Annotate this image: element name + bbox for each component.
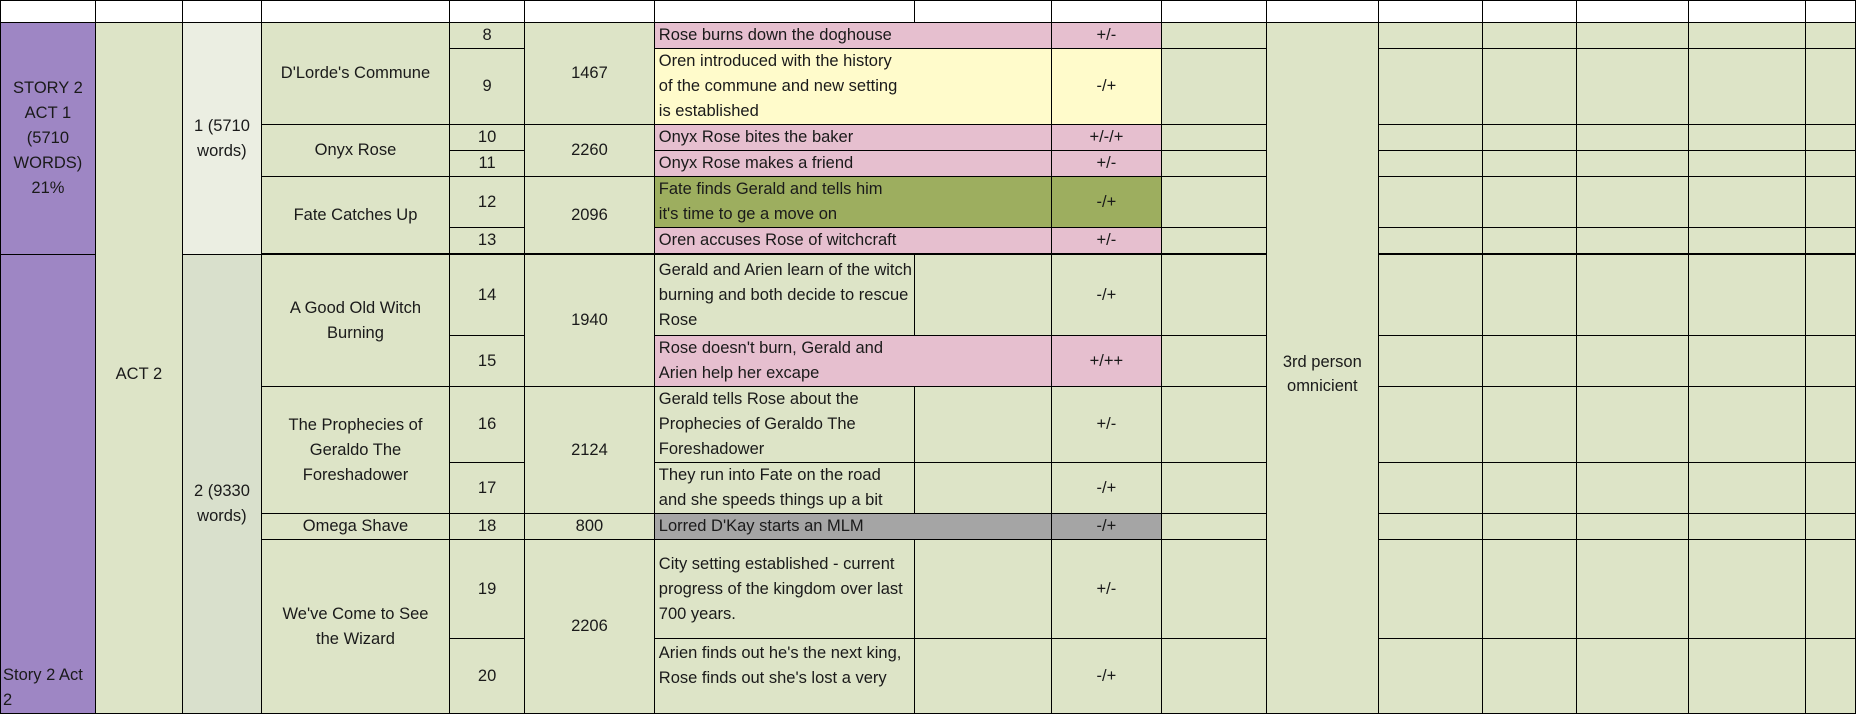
- empty-cell[interactable]: [1688, 387, 1805, 463]
- word-count[interactable]: 2124: [525, 387, 655, 514]
- empty-cell[interactable]: [1378, 540, 1483, 639]
- chapter-number[interactable]: 20: [450, 639, 525, 714]
- chapter-title-cell[interactable]: [261, 540, 449, 714]
- empty-cell[interactable]: [1483, 463, 1577, 514]
- empty-cell[interactable]: [1378, 463, 1483, 514]
- scene-description[interactable]: Rose doesn't burn, Gerald and Arien help her excape: [654, 336, 1051, 387]
- empty-cell[interactable]: [1161, 336, 1267, 387]
- header-cell[interactable]: [1483, 1, 1577, 23]
- part2-label: 2 (9330 words): [193, 482, 250, 525]
- scene-description[interactable]: Onyx Rose bites the baker: [654, 125, 1051, 151]
- empty-cell[interactable]: [1161, 49, 1267, 125]
- chapter-number[interactable]: 9: [450, 49, 525, 125]
- empty-cell[interactable]: [1161, 463, 1267, 514]
- pov-cell[interactable]: [1267, 23, 1378, 714]
- empty-cell[interactable]: [1483, 177, 1577, 228]
- empty-cell[interactable]: [1483, 23, 1577, 49]
- header-cell[interactable]: [1267, 1, 1378, 23]
- empty-cell[interactable]: [1806, 125, 1856, 151]
- header-cell[interactable]: [1688, 1, 1805, 23]
- scene-description[interactable]: Gerald tells Rose about the Prophecies of Geraldo The Foreshadower: [654, 387, 914, 463]
- empty-cell[interactable]: [1806, 228, 1856, 254]
- empty-cell[interactable]: [1688, 125, 1805, 151]
- empty-cell[interactable]: [1688, 151, 1805, 177]
- scene-description[interactable]: Rose burns down the doghouse: [654, 23, 1051, 49]
- scene-rating[interactable]: +/-: [1052, 23, 1161, 49]
- chapter-number[interactable]: 12: [450, 177, 525, 228]
- empty-cell[interactable]: [1688, 639, 1805, 714]
- chapter-title: The Prophecies of Geraldo The Foreshadower: [288, 415, 423, 484]
- scene-description[interactable]: Oren accuses Rose of witchcraft: [654, 228, 1051, 254]
- empty-cell[interactable]: [1688, 228, 1805, 254]
- chapter-number[interactable]: 17: [450, 463, 525, 514]
- empty-cell[interactable]: [915, 639, 1052, 714]
- scene-rating[interactable]: +/-: [1052, 228, 1161, 254]
- header-cell[interactable]: [1, 1, 96, 23]
- empty-cell[interactable]: [1483, 387, 1577, 463]
- empty-cell[interactable]: [1161, 151, 1267, 177]
- empty-cell[interactable]: [1806, 514, 1856, 540]
- empty-cell[interactable]: [1378, 336, 1483, 387]
- chapter-number[interactable]: 19: [450, 540, 525, 639]
- header-cell[interactable]: [1161, 1, 1267, 23]
- empty-cell[interactable]: [1576, 23, 1688, 49]
- chapter-title-cell[interactable]: [261, 177, 449, 254]
- empty-cell[interactable]: [1688, 540, 1805, 639]
- header-cell[interactable]: [1378, 1, 1483, 23]
- part1-cell[interactable]: [182, 23, 261, 255]
- empty-cell[interactable]: [1161, 540, 1267, 639]
- empty-cell[interactable]: [1378, 125, 1483, 151]
- empty-cell[interactable]: [1483, 151, 1577, 177]
- empty-cell[interactable]: [1806, 177, 1856, 228]
- empty-cell[interactable]: [1806, 463, 1856, 514]
- chapter-title-cell[interactable]: [261, 255, 449, 387]
- empty-cell[interactable]: [1576, 463, 1688, 514]
- scene-description[interactable]: Fate finds Gerald and tells him it's time to ge a move on: [654, 177, 1051, 228]
- empty-cell[interactable]: [1576, 639, 1688, 714]
- empty-cell[interactable]: [1378, 49, 1483, 125]
- empty-cell[interactable]: [1161, 125, 1267, 151]
- scene-description[interactable]: City setting established - current progress of the kingdom over last 700 years.: [654, 540, 914, 639]
- pov-label: 3rd person omnicient: [1282, 353, 1362, 395]
- header-cell[interactable]: [654, 1, 914, 23]
- chapter-number[interactable]: 13: [450, 228, 525, 254]
- empty-cell[interactable]: [1161, 514, 1267, 540]
- empty-cell[interactable]: [1483, 514, 1577, 540]
- empty-cell[interactable]: [915, 255, 1052, 336]
- chapter-number[interactable]: 8: [450, 23, 525, 49]
- empty-cell[interactable]: [1161, 228, 1267, 254]
- empty-cell[interactable]: [1161, 639, 1267, 714]
- chapter-number[interactable]: 16: [450, 387, 525, 463]
- chapter-title: We've Come to See the Wizard: [282, 604, 429, 648]
- chapter-title-cell[interactable]: [261, 387, 449, 514]
- scene-rating[interactable]: -/+: [1052, 514, 1161, 540]
- empty-cell[interactable]: [1688, 463, 1805, 514]
- word-count[interactable]: 2206: [525, 540, 655, 714]
- empty-cell[interactable]: [1483, 336, 1577, 387]
- word-count[interactable]: 1467: [525, 23, 655, 125]
- scene-rating[interactable]: +/-: [1052, 540, 1161, 639]
- empty-cell[interactable]: [1378, 228, 1483, 254]
- scene-rating[interactable]: +/-/+: [1052, 125, 1161, 151]
- scene-rating[interactable]: +/-: [1052, 387, 1161, 463]
- empty-cell[interactable]: [1161, 23, 1267, 49]
- header-cell[interactable]: [261, 1, 449, 23]
- scene-rating[interactable]: +/-: [1052, 151, 1161, 177]
- header-cell[interactable]: [915, 1, 1052, 23]
- chapter-title-cell[interactable]: [261, 514, 449, 540]
- empty-cell[interactable]: [1483, 540, 1577, 639]
- empty-cell[interactable]: [1483, 255, 1577, 336]
- empty-cell[interactable]: [1161, 387, 1267, 463]
- empty-cell[interactable]: [1576, 228, 1688, 254]
- story-act1-label: STORY 2 ACT 1 (5710 WORDS) 21%: [13, 79, 83, 197]
- scene-description[interactable]: Gerald and Arien learn of the witch burning and both decide to rescue Rose: [654, 255, 914, 336]
- empty-cell[interactable]: [1806, 336, 1856, 387]
- empty-cell[interactable]: [1688, 177, 1805, 228]
- part2-cell[interactable]: [182, 255, 261, 714]
- part1-label: 1 (5710 words): [193, 116, 250, 160]
- chapter-title: Omega Shave: [302, 517, 409, 535]
- chapter-number[interactable]: 18: [450, 514, 525, 540]
- header-cell[interactable]: [1806, 1, 1856, 23]
- chapter-title: Fate Catches Up: [293, 205, 418, 224]
- scene-rating[interactable]: -/+: [1052, 49, 1161, 125]
- empty-cell[interactable]: [1378, 23, 1483, 49]
- empty-cell[interactable]: [1576, 255, 1688, 336]
- word-count[interactable]: 2096: [525, 177, 655, 254]
- scene-rating[interactable]: -/+: [1052, 177, 1161, 228]
- empty-cell[interactable]: [1688, 255, 1805, 336]
- empty-cell[interactable]: [1378, 255, 1483, 336]
- empty-cell[interactable]: [1806, 49, 1856, 125]
- empty-cell[interactable]: [1806, 540, 1856, 639]
- empty-cell[interactable]: [915, 463, 1052, 514]
- empty-cell[interactable]: [1576, 540, 1688, 639]
- act-label: ACT 2: [115, 364, 163, 383]
- empty-cell[interactable]: [1483, 49, 1577, 125]
- empty-cell[interactable]: [1806, 639, 1856, 714]
- empty-cell[interactable]: [1483, 228, 1577, 254]
- empty-cell[interactable]: [1688, 514, 1805, 540]
- scene-rating[interactable]: -/+: [1052, 255, 1161, 336]
- chapter-number[interactable]: 10: [450, 125, 525, 151]
- header-cell[interactable]: [1576, 1, 1688, 23]
- header-cell[interactable]: [1052, 1, 1161, 23]
- empty-cell[interactable]: [1378, 151, 1483, 177]
- empty-cell[interactable]: [1688, 336, 1805, 387]
- word-count[interactable]: 1940: [525, 255, 655, 387]
- empty-cell[interactable]: [1161, 255, 1267, 336]
- empty-cell[interactable]: [1378, 639, 1483, 714]
- chapter-number[interactable]: 11: [450, 151, 525, 177]
- empty-cell[interactable]: [1576, 151, 1688, 177]
- story-act2-label: Story 2 Act 2: [3, 666, 83, 709]
- story-act1-cell[interactable]: [1, 23, 96, 255]
- empty-cell[interactable]: [1806, 151, 1856, 177]
- empty-cell[interactable]: [1806, 387, 1856, 463]
- scene-rating[interactable]: -/+: [1052, 639, 1161, 714]
- chapter-title: A Good Old Witch Burning: [289, 298, 422, 342]
- empty-cell[interactable]: [1576, 125, 1688, 151]
- chapter-title: D'Lorde's Commune: [280, 64, 431, 82]
- empty-cell[interactable]: [1576, 387, 1688, 463]
- empty-cell[interactable]: [915, 387, 1052, 463]
- empty-cell[interactable]: [1378, 514, 1483, 540]
- word-count[interactable]: 800: [525, 514, 655, 540]
- header-cell[interactable]: [450, 1, 525, 23]
- empty-cell[interactable]: [1576, 49, 1688, 125]
- empty-cell[interactable]: [1576, 177, 1688, 228]
- scene-description[interactable]: Onyx Rose makes a friend: [654, 151, 1051, 177]
- chapter-number[interactable]: 14: [450, 255, 525, 336]
- empty-cell[interactable]: [1688, 49, 1805, 125]
- empty-cell[interactable]: [1576, 336, 1688, 387]
- scene-description[interactable]: Oren introduced with the history of the commune and new setting is established: [654, 49, 1051, 125]
- scene-description[interactable]: Lorred D'Kay starts an MLM: [654, 514, 1051, 540]
- chapter-title: Onyx Rose: [314, 141, 397, 159]
- story-act2-cell[interactable]: [1, 255, 96, 714]
- empty-cell[interactable]: [1378, 387, 1483, 463]
- empty-cell[interactable]: [1161, 177, 1267, 228]
- header-cell[interactable]: [95, 1, 182, 23]
- empty-cell[interactable]: [1576, 514, 1688, 540]
- chapter-title-cell[interactable]: [261, 125, 449, 177]
- empty-cell[interactable]: [1378, 177, 1483, 228]
- empty-cell[interactable]: [1688, 23, 1805, 49]
- act-cell[interactable]: [95, 23, 182, 714]
- empty-cell[interactable]: [1806, 23, 1856, 49]
- scene-description[interactable]: Arien finds out he's the next king, Rose finds out she's lost a very: [654, 639, 914, 714]
- word-count[interactable]: 2260: [525, 125, 655, 177]
- chapter-number[interactable]: 15: [450, 336, 525, 387]
- empty-cell[interactable]: [1806, 255, 1856, 336]
- chapter-title-cell[interactable]: [261, 23, 449, 125]
- scene-rating[interactable]: +/++: [1052, 336, 1161, 387]
- empty-cell[interactable]: [1483, 639, 1577, 714]
- empty-cell[interactable]: [1483, 125, 1577, 151]
- header-cell[interactable]: [182, 1, 261, 23]
- scene-description[interactable]: They run into Fate on the road and she speeds things up a bit: [654, 463, 914, 514]
- header-cell[interactable]: [525, 1, 655, 23]
- empty-cell[interactable]: [915, 540, 1052, 639]
- scene-rating[interactable]: -/+: [1052, 463, 1161, 514]
